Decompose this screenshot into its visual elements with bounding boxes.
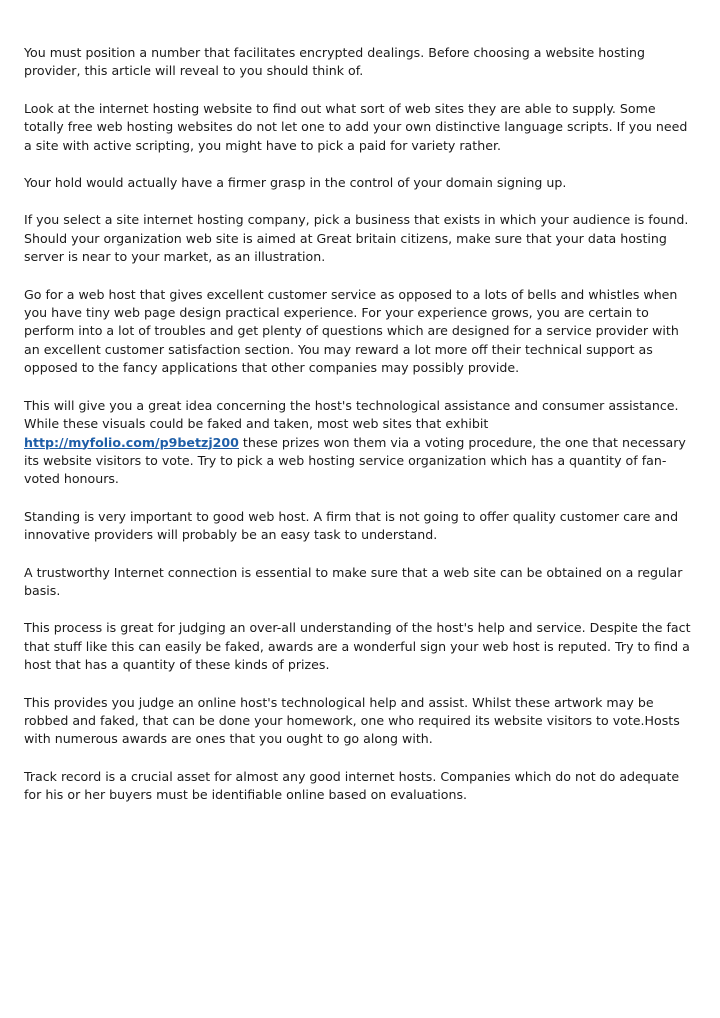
paragraph: Track record is a crucial asset for almost any good internet hosts. Companies which do not do adequate for his or her buyers must be identifiable online based on evaluations.: [24, 768, 680, 803]
paragraph: Standing is very important to good web host. A firm that is not going to offer quality customer care and innovative providers will probably be an easy task to understand.: [24, 508, 679, 543]
paragraph-with-link: [24, 397, 696, 489]
paragraph: Look at the internet hosting website to find out what sort of web sites they are able to supply. Some totally free web hosting websites do not let one to add your own distinctive language scripts. If you need a site with active scripting, you might have to pick a paid for variety rather.: [24, 100, 688, 153]
myfolio-link[interactable]: http://myfolio.com/p9betzj200: [24, 434, 239, 450]
paragraph: A trustworthy Internet connection is essential to make sure that a web site can be obtained on a regular basis.: [24, 564, 683, 598]
paragraph: If you select a site internet hosting company, pick a business that exists in which your audience is found. Should your organization web site is aimed at Great britain citizens, make sure that your data hosting server is near to your market, as an illustration.: [24, 212, 689, 265]
paragraph: You must position a number that facilitates encrypted dealings. Before choosing a website hosting provider, this article will reveal to you should think of.: [24, 45, 645, 79]
paragraph-text-before-link: This will give you a great idea concerning the host's technological assistance and consumer assistance. While these visuals could be faked and taken, most web sites that exhibit: [24, 397, 679, 432]
paragraph: Go for a web host that gives excellent customer service as opposed to a lots of bells and whistles when you have tiny web page design practical experience. For your experience grows, you are certain to perform into a lot of troubles and get plenty of questions which are designed for a service provider with an excellent customer satisfaction section. You may reward a lot more off their technical support as opposed to the fancy applications that other companies may possibly provide.: [24, 286, 679, 376]
paragraph: Your hold would actually have a firmer grasp in the control of your domain signing up.: [24, 175, 567, 191]
document-body: [24, 44, 696, 824]
paragraph-text-after-link: these prizes won them via a voting procedure, the one that necessary its website visitors to vote. Try to pick a web hosting service organization which has a quantity of fan-voted honours.: [24, 434, 686, 487]
paragraph: This provides you judge an online host's technological help and assist. Whilst these artwork may be robbed and faked, that can be done your homework, one who required its website visitors to vote.Hosts with numerous awards are ones that you ought to go along with.: [24, 694, 680, 747]
paragraph: This process is great for judging an over-all understanding of the host's help and service. Despite the fact that stuff like this can easily be faked, awards are a wonderful sign your web host is reputed. Try to find a host that has a quantity of these kinds of prizes.: [24, 620, 691, 673]
